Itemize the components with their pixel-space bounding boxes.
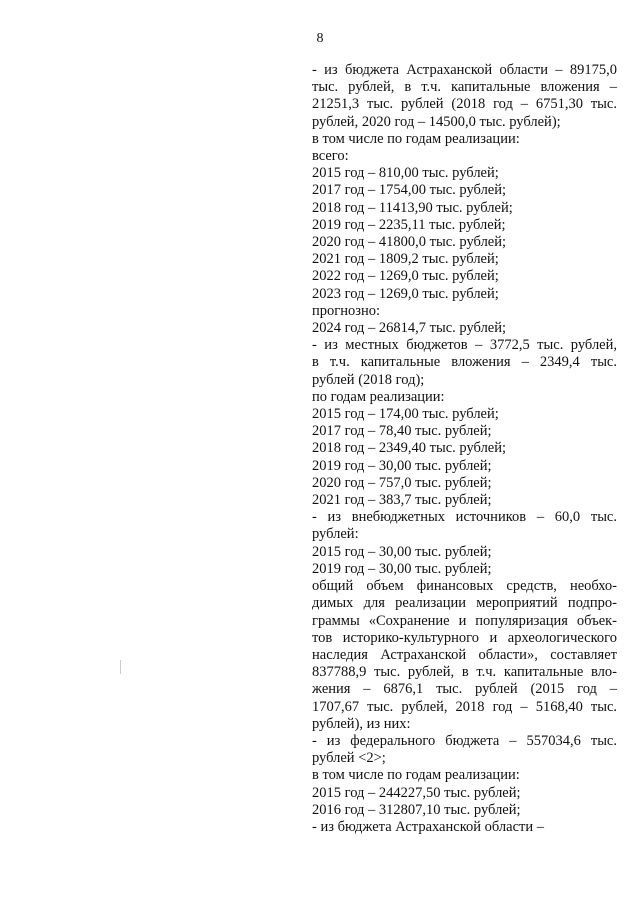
- text-line: рублей (2018 год);: [312, 371, 425, 388]
- text-line: граммы «Сохранение и популяризация объек-: [312, 612, 617, 629]
- text-line: 2015 год – 810,00 тыс. рублей;: [312, 165, 499, 182]
- text-line: - из внебюджетных источников – 60,0 тыс.: [312, 509, 617, 526]
- text-line: прогнозно:: [312, 302, 380, 319]
- text-line: 2015 год – 244227,50 тыс. рублей;: [312, 784, 521, 801]
- text-line: 2017 год – 78,40 тыс. рублей;: [312, 423, 492, 440]
- text-line: 2021 год – 383,7 тыс. рублей;: [312, 492, 492, 509]
- text-line: 1707,67 тыс. рублей, 2018 год – 5168,40 тыс.: [312, 698, 617, 715]
- text-line: 2020 год – 757,0 тыс. рублей;: [312, 474, 492, 491]
- text-line: - из бюджета Астраханской области – 89175,0: [312, 62, 617, 78]
- text-line: 2015 год – 30,00 тыс. рублей;: [312, 543, 492, 560]
- text-line: - из местных бюджетов – 3772,5 тыс. рублей,: [312, 337, 617, 354]
- text-line: в том числе по годам реализации:: [312, 767, 520, 784]
- text-line: рублей), из них:: [312, 715, 411, 732]
- text-line: 2022 год – 1269,0 тыс. рублей;: [312, 268, 499, 285]
- text-line: 2018 год – 11413,90 тыс. рублей;: [312, 199, 513, 216]
- text-line: - из федерального бюджета – 557034,6 тыс.: [312, 732, 617, 749]
- text-line: 2018 год – 2349,40 тыс. рублей;: [312, 440, 507, 457]
- text-line: 2019 год – 2235,11 тыс. рублей;: [312, 216, 506, 233]
- text-line: рублей, 2020 год – 14500,0 тыс. рублей);: [312, 113, 561, 130]
- text-line: в т.ч. капитальные вложения – 2349,4 тыс.: [312, 354, 617, 371]
- text-line: в том числе по годам реализации:: [312, 130, 520, 147]
- text-line: 2015 год – 174,00 тыс. рублей;: [312, 406, 499, 423]
- text-line: - из бюджета Астраханской области –: [312, 818, 544, 835]
- text-line: рублей <2>;: [312, 750, 386, 767]
- text-line: 2021 год – 1809,2 тыс. рублей;: [312, 251, 499, 268]
- page-number: 8: [316, 31, 324, 46]
- text-line: 21251,3 тыс. рублей (2018 год – 6751,30 тыс.: [312, 96, 617, 113]
- text-line: 2016 год – 312807,10 тыс. рублей;: [312, 801, 521, 818]
- text-line: 2020 год – 41800,0 тыс. рублей;: [312, 234, 507, 251]
- text-line: тыс. рублей, в т.ч. капитальные вложения –: [312, 79, 617, 96]
- document-text-column: [312, 62, 617, 836]
- text-line: 2024 год – 26814,7 тыс. рублей;: [312, 320, 507, 337]
- text-line: рублей:: [312, 526, 359, 543]
- margin-scan-mark: [120, 660, 121, 674]
- text-line: тов историко-культурного и археологического: [312, 629, 617, 646]
- text-line: 2023 год – 1269,0 тыс. рублей;: [312, 285, 499, 302]
- text-line: по годам реализации:: [312, 388, 445, 405]
- text-line: общий объем финансовых средств, необхо-: [312, 578, 617, 595]
- text-line: 2019 год – 30,00 тыс. рублей;: [312, 457, 492, 474]
- text-line: димых для реализации мероприятий подпро-: [312, 595, 617, 612]
- text-line: 2019 год – 30,00 тыс. рублей;: [312, 560, 492, 577]
- text-line: 2017 год – 1754,00 тыс. рублей;: [312, 182, 507, 199]
- text-line: всего:: [312, 148, 349, 165]
- text-line: 837788,9 тыс. рублей, в т.ч. капитальные вло-: [312, 664, 617, 681]
- text-line: жения – 6876,1 тыс. рублей (2015 год –: [312, 681, 617, 698]
- text-line: наследия Астраханской области», составляет: [312, 646, 617, 663]
